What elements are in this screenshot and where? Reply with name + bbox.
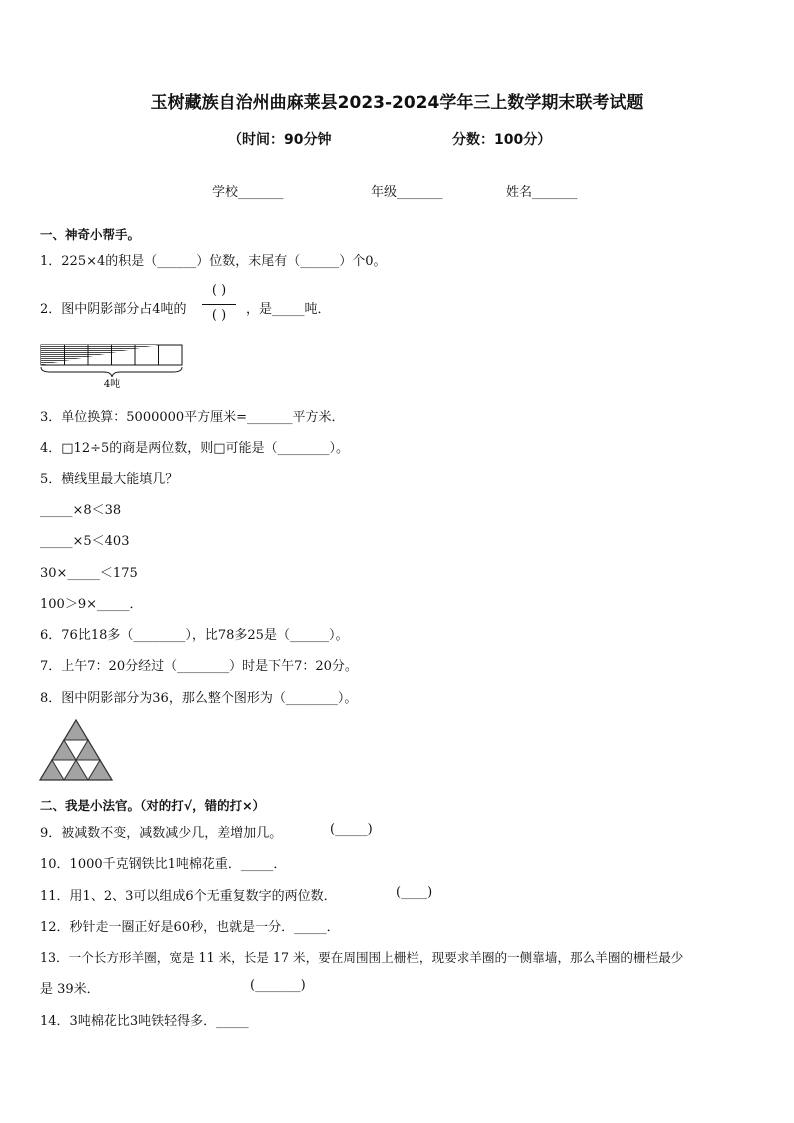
question-5b: _____×5＜403 — [40, 534, 130, 549]
question-5: 5．横线里最大能填几？ — [40, 472, 179, 487]
question-3: 3．单位换算：5000000平方厘米=_______平方米． — [40, 410, 345, 425]
question-13-line-1: 13．一个长方形羊圈，宽是 11 米，长是 17 米，要在周围围上栅栏，现要求羊圈的一侧靠墙，那么羊圈的栅栏最少 — [40, 950, 684, 965]
fraction-numerator: ( ) — [211, 283, 227, 298]
question-9-answer: (_____) — [330, 822, 373, 837]
question-5a: _____×8＜38 — [40, 503, 122, 518]
grade-field: 年级_______ — [371, 185, 443, 200]
brace — [41, 367, 182, 377]
question-7: 7．上午7：20分经过（________）时是下午7：20分。 — [40, 659, 358, 674]
page-title: 玉树藏族自治州曲麻莱县2023-2024学年三上数学期末联考试题 — [150, 93, 644, 113]
name-field: 姓名_______ — [506, 185, 578, 200]
question-5c: 30×_____＜175 — [40, 566, 138, 581]
question-12: 12．秒针走一圈正好是60秒，也就是一分．_____． — [40, 920, 340, 935]
question-8: 8．图中阴影部分为36，那么整个图形为（________）。 — [40, 691, 358, 706]
section-1-heading: 一、神奇小帮手。 — [40, 227, 141, 242]
question-1: 1．225×4的积是（______）位数，末尾有（______）个0。 — [40, 254, 387, 269]
question-5d: 100＞9×_____． — [40, 597, 143, 612]
section-2-heading: 二、我是小法官。（对的打√，错的打×） — [40, 798, 266, 813]
question-4: 4．□12÷5的商是两位数，则□可能是（________）。 — [40, 441, 350, 456]
question-11-answer: (____) — [396, 885, 433, 900]
question-6: 6．76比18多（________），比78多25是（______）。 — [40, 628, 349, 643]
question-2-text: 2．图中阴影部分占4吨的 — [40, 302, 187, 317]
school-field: 学校_______ — [212, 185, 284, 200]
figure-label: 4吨 — [103, 379, 121, 390]
question-11: 11．用1、2、3可以组成6个无重复数字的两位数． — [40, 889, 337, 904]
exam-time: （时间：90分钟 — [228, 132, 332, 148]
fraction-bar — [202, 304, 236, 305]
exam-score: 分数：100分） — [452, 132, 552, 148]
fraction-denominator: ( ) — [211, 308, 227, 323]
question-14: 14．3吨棉花比3吨铁轻得多．_____ — [40, 1014, 249, 1029]
question-13-answer: (_______) — [250, 978, 306, 993]
question-2-tail: ，是_____吨． — [246, 302, 331, 317]
question-2-fraction — [200, 283, 238, 327]
question-2-figure — [38, 342, 188, 390]
question-10: 10．1000千克钢铁比1吨棉花重．_____． — [40, 857, 287, 872]
question-8-figure — [38, 718, 114, 784]
question-13-line-2: 是 39米． — [40, 982, 100, 997]
question-9: 9．被减数不变，减数减少几，差增加几。 — [40, 826, 283, 841]
